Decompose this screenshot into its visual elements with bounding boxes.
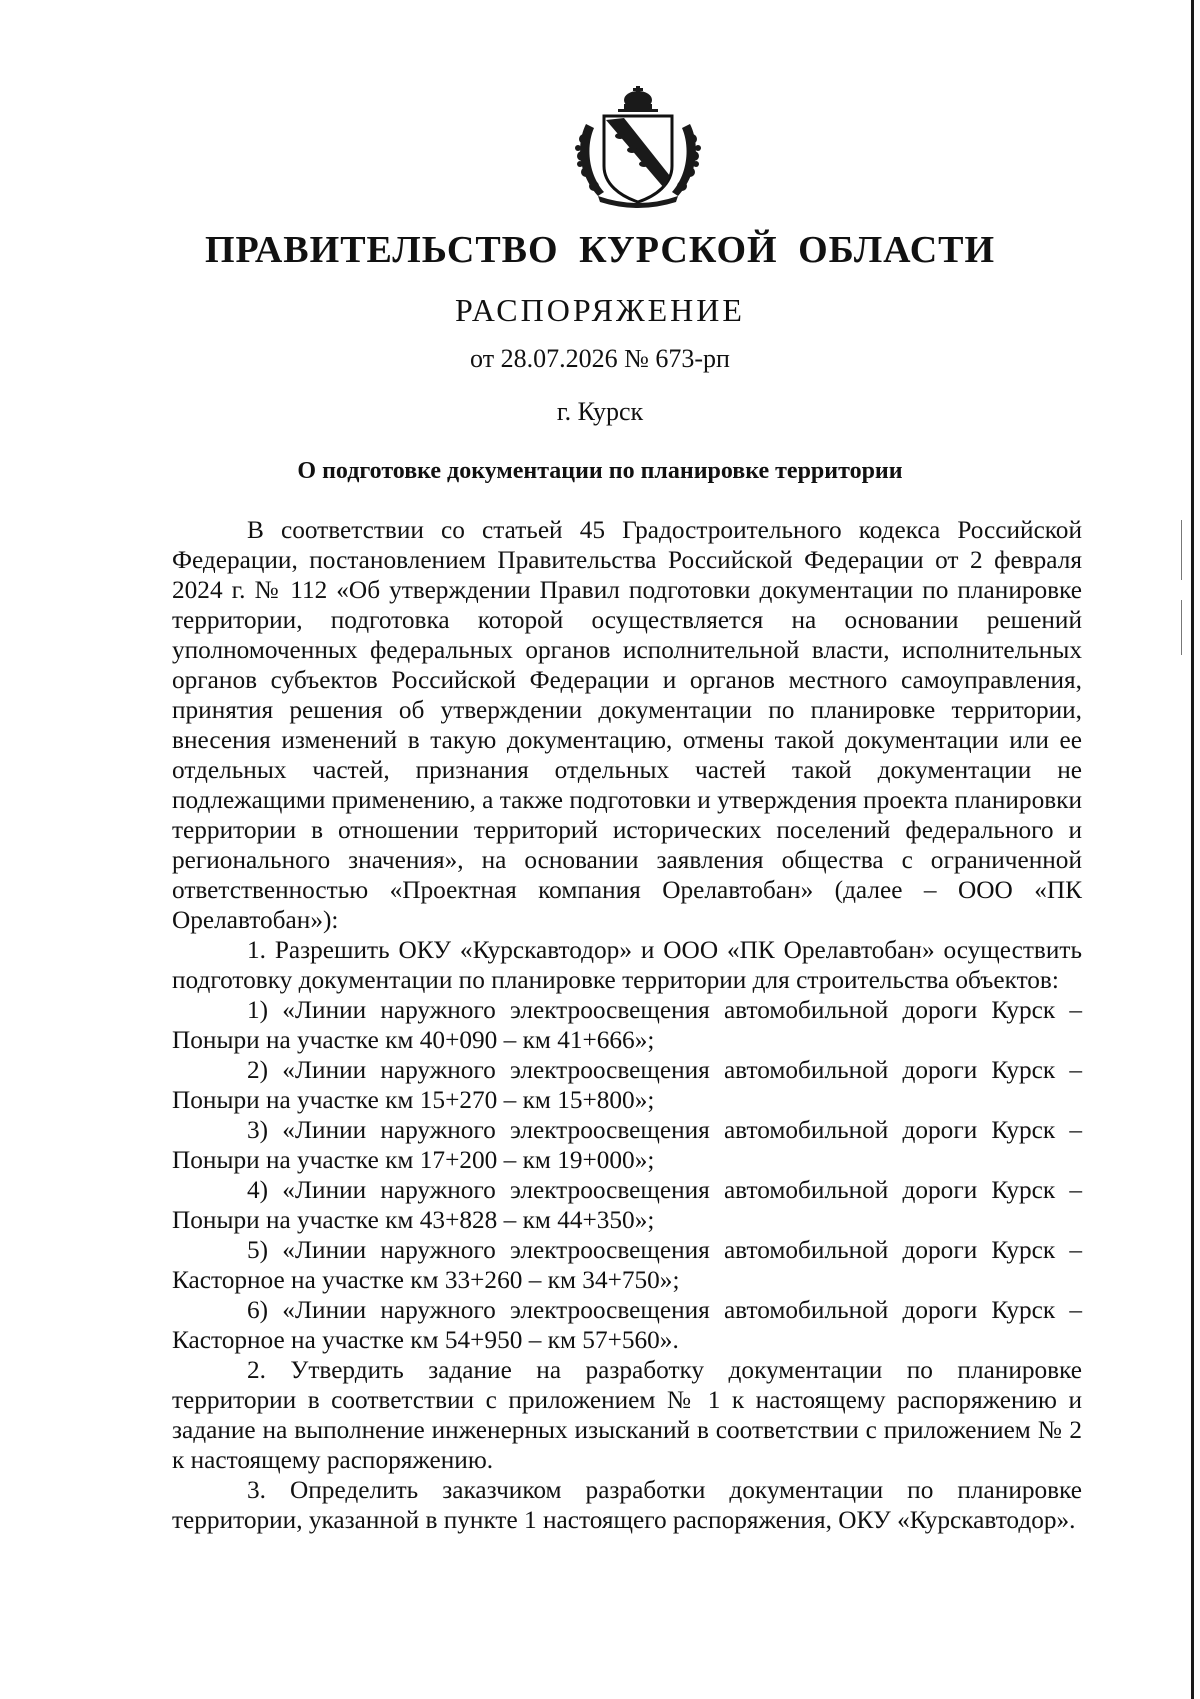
document-city: г. Курск — [556, 397, 644, 426]
clause-2-paragraph: 2. Утвердить задание на разработку документации по планировке территории в соответствии с приложением № 1 к настоящему распоряжению и задание на выполнение инженерных изысканий в соответствии с приложением № 2 к настоящему распоряжению. — [172, 1356, 1082, 1474]
scan-edge-mark — [1181, 600, 1182, 655]
clause-1-item-5: 5) «Линии наружного электроосвещения автомобильной дороги Курск – Касторное на участке км 33+260 – км 34+750»; — [172, 1236, 1082, 1294]
clause-1-item-6: 6) «Линии наружного электроосвещения автомобильной дороги Курск – Касторное на участке км 54+950 – км 57+560». — [172, 1296, 1082, 1354]
document-subject: О подготовке документации по планировке территории — [297, 458, 903, 484]
clause-3-paragraph: 3. Определить заказчиком разработки документации по планировке территории, указанной в пункте 1 настоящего распоряжения, ОКУ «Курскавтодор». — [172, 1476, 1082, 1534]
government-title: ПРАВИТЕЛЬСТВО КУРСКОЙ ОБЛАСТИ — [204, 229, 996, 271]
clause-1-item-3: 3) «Линии наружного электроосвещения автомобильной дороги Курск – Поныри на участке км 17+200 – км 19+000»; — [172, 1116, 1082, 1174]
clause-1-item-1: 1) «Линии наружного электроосвещения автомобильной дороги Курск – Поныри на участке км 40+090 – км 41+666»; — [172, 996, 1082, 1054]
kursk-coat-of-arms-emblem — [568, 84, 708, 209]
scan-edge-mark — [1181, 520, 1182, 580]
document-body — [172, 515, 1082, 1535]
clause-1-item-2: 2) «Линии наружного электроосвещения автомобильной дороги Курск – Поныри на участке км 15+270 – км 15+800»; — [172, 1056, 1082, 1114]
clause-1-item-4: 4) «Линии наружного электроосвещения автомобильной дороги Курск – Поныри на участке км 43+828 – км 44+350»; — [172, 1176, 1082, 1234]
preamble-paragraph: В соответствии со статьей 45 Градостроительного кодекса Российской Федерации, постановлением Правительства Российской Федерации от 2 февраля 2024 г. № 112 «Об утверждении Правил подготовки документации по планировке территории, подготовка которой осуществляется на основании решений уполномоченных федеральных органов исполнительной власти, исполнительных органов субъектов Российской Федерации и органов местного самоуправления, принятия решения об утверждении документации по планировке территории, внесения изменений в такую документацию, отмены такой документации или ее отдельных частей, признания отдельных частей такой документации не подлежащими применению, а также подготовки и утверждения проекта планировки территории в отношении территорий исторических поселений федерального и регионального значения», на основании заявления общества с ограниченной ответственностью «Проектная компания Орелавтобан» (далее – ООО «ПК Орелавтобан»): — [172, 516, 1082, 934]
clause-1-paragraph: 1. Разрешить ОКУ «Курскавтодор» и ООО «ПК Орелавтобан» осуществить подготовку документации по планировке территории для строительства объектов: — [172, 936, 1082, 994]
document-date-number: от 28.07.2026 № 673-рп — [470, 344, 730, 373]
document-type-title: РАСПОРЯЖЕНИЕ — [455, 292, 745, 328]
